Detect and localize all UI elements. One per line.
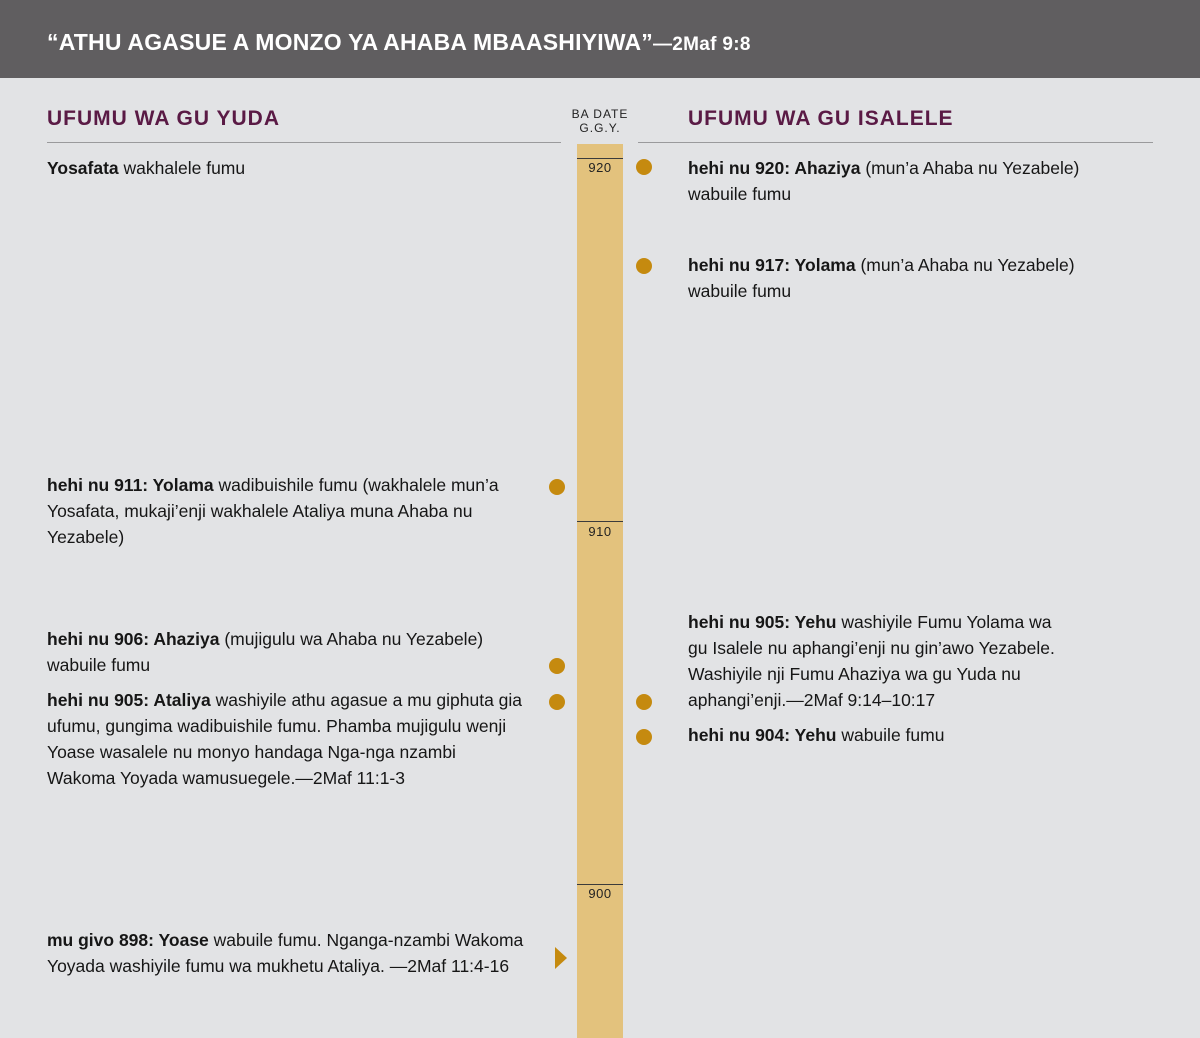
judah-event [47, 687, 527, 791]
israel-event-marker [636, 159, 652, 175]
judah-event [47, 927, 527, 979]
event-text: wabuile fumu. Nganga-nzambi Wakoma Yoyada washiyile fumu wa mukhetu Ataliya. —2Maf 11:4-16 [47, 930, 524, 976]
judah-event-marker [549, 479, 565, 495]
event-heading: mu givo 898: Yoase [47, 930, 209, 950]
israel-event [688, 609, 1073, 713]
judah-event-marker [549, 658, 565, 674]
title-quote: “ATHU AGASUE A MONZO YA AHABA MBAASHIYIWA” [47, 29, 653, 55]
event-text: wakhalele fumu [118, 158, 246, 178]
timeline-tick [577, 884, 623, 885]
israel-event [688, 155, 1088, 207]
judah-event [47, 472, 527, 550]
event-text: wabuile fumu [836, 725, 945, 745]
event-heading: Yosafata [47, 158, 119, 178]
event-heading: hehi nu 905: Yehu [688, 612, 837, 632]
title-reference: —2Maf 9:8 [652, 34, 751, 55]
israel-event-marker [636, 729, 652, 745]
event-text: wadibuishile fumu (wakhalele mun’a Yosafata, mukaji’enji wakhalele Ataliya muna Ahaba nu Yezabele) [47, 475, 499, 547]
event-text: (mun’a Ahaba nu Yezabele) wabuile fumu [688, 255, 1075, 301]
israel-event-marker [636, 694, 652, 710]
event-heading: hehi nu 905: Ataliya [47, 690, 211, 710]
israel-event [688, 252, 1088, 304]
judah-event [47, 155, 527, 181]
judah-event-arrow-marker [555, 947, 567, 969]
judah-event [47, 626, 527, 678]
timeline-tick [577, 158, 623, 159]
timeline-tick [577, 521, 623, 522]
event-heading: hehi nu 904: Yehu [688, 725, 837, 745]
scale-label-line1: BA DATE [571, 107, 629, 121]
timeline-tick-label: 910 [588, 524, 612, 539]
judah-event-marker [549, 694, 565, 710]
israel-event [688, 722, 1088, 748]
event-text: (mujigulu wa Ahaba nu Yezabele) wabuile fumu [47, 629, 484, 675]
timeline-bar [577, 144, 623, 1038]
timeline-scale-label [560, 107, 640, 135]
page-title [47, 29, 751, 56]
event-heading: hehi nu 906: Ahaziya [47, 629, 220, 649]
event-text: washiyile athu agasue a mu giphuta gia ufumu, gungima wadibuishile fumu. Phamba mujigulu wenji Yoase wasalele nu monyo handaga Nga-nga nzambi Wakoma Yoyada wamusuegele.—2Maf 11:1-3 [47, 690, 523, 788]
timeline-tick-label: 900 [588, 886, 612, 901]
israel-event-marker [636, 258, 652, 274]
event-heading: hehi nu 920: Ahaziya [688, 158, 861, 178]
header-banner [0, 0, 1200, 78]
event-heading: hehi nu 911: Yolama [47, 475, 214, 495]
event-heading: hehi nu 917: Yolama [688, 255, 856, 275]
judah-heading: UFUMU WA GU YUDA [47, 107, 280, 130]
event-text: (mun’a Ahaba nu Yezabele) wabuile fumu [688, 158, 1080, 204]
israel-heading-rule [638, 142, 1153, 143]
judah-heading-rule [47, 142, 561, 143]
event-text: washiyile Fumu Yolama wa gu Isalele nu aphangi’enji nu gin’awo Yezabele. Washiyile nji Fumu Ahaziya wa gu Yuda nu aphangi’enji.—2Maf 9:14–10:17 [688, 612, 1055, 710]
israel-heading: UFUMU WA GU ISALELE [688, 107, 954, 130]
scale-label-line2: G.G.Y. [579, 121, 621, 135]
timeline-tick-label: 920 [588, 160, 612, 175]
